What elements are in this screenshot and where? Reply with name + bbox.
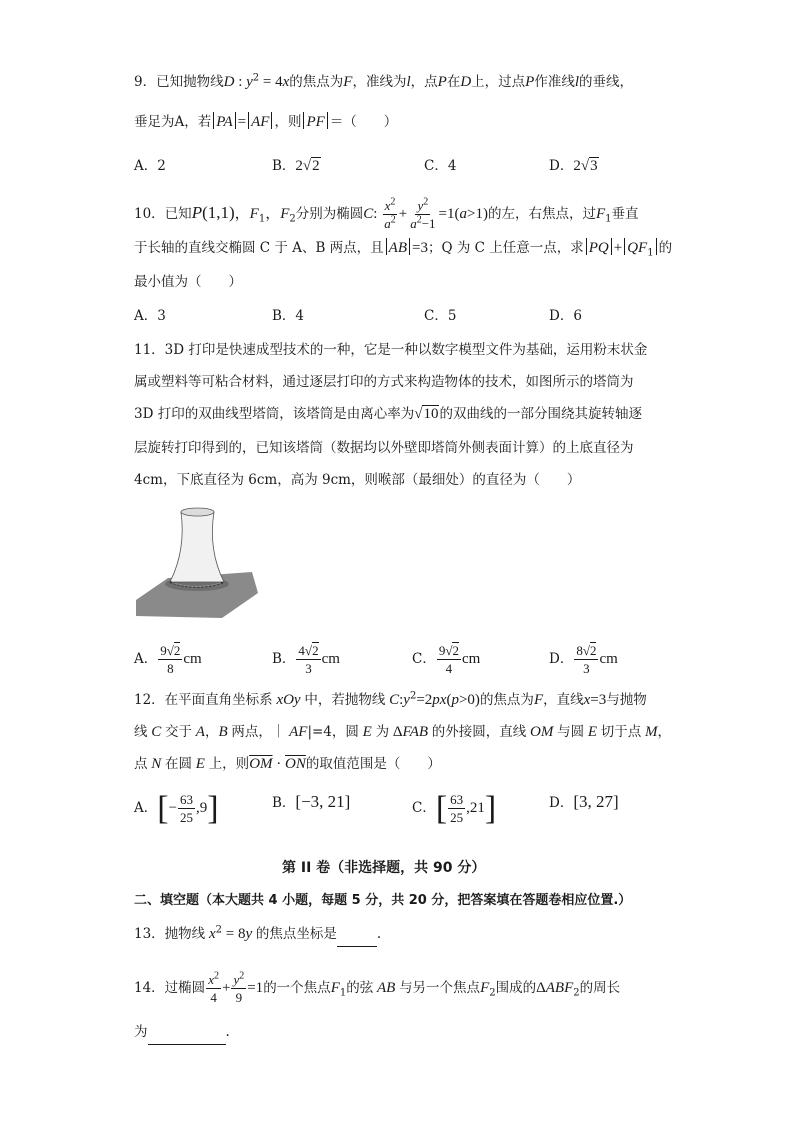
q9-option-a[interactable]: A．2 — [134, 158, 166, 174]
q10-option-d[interactable]: D．6 — [549, 308, 582, 324]
q9-option-d[interactable]: D．2√3 — [549, 158, 598, 174]
q11-option-c[interactable]: C． $\frac{9√2}{4}$ cm — [412, 643, 481, 676]
q12-line-2: 线 C 交于 A，B 两点，｜ AF|=4，圆 E 为 ΔFAB 的外接圆，直线 OM 与圆 E 切于点 M， — [134, 724, 672, 740]
q11-line-5: 4cm，下底直径为 6cm，高为 9cm，则喉部（最细处）的直径为（ ） — [134, 472, 581, 488]
q12-option-b[interactable]: B．[−3, 21] — [272, 792, 351, 811]
q11-line-4: 层旋转打印得到的，已知该塔筒（数据均以外壁即塔筒外侧表面计算）的上底直径为 — [134, 440, 634, 456]
q11-line-3: 3D 打印的双曲线型塔筒，该塔筒是由离心率为√10的双曲线的一部分围绕其旋转轴逐 — [134, 406, 642, 422]
q10-line-2: 于长轴的直线交椭圆 C 于 A、B 两点，且 AB =3；Q 为 C 上任意一点，求 PQ + $QF_1$ 的 — [134, 240, 673, 259]
q14-line-1: 14．过椭圆 $\frac{x^2}{4}$ + $\frac{y^2}{9}$ =1的一个焦点$F_1$的弦 AB 与另一个焦点$F_2$围成的$\Delta ABF_2$的周长 — [134, 970, 621, 1005]
q14-answer-blank[interactable] — [148, 1024, 226, 1045]
q11-option-b[interactable]: B． $\frac{4√2}{3}$ cm — [272, 643, 340, 676]
q10-option-a[interactable]: A．3 — [134, 308, 166, 324]
q10-line-3: 最小值为（ ） — [134, 274, 242, 290]
q9-option-c[interactable]: C．4 — [424, 158, 457, 174]
q10-option-c[interactable]: C．5 — [424, 308, 457, 324]
q9-line-2: 垂足为A，若 PA = AF ，则 PF ＝（ ） — [134, 114, 398, 130]
fill-in-heading: 二、填空题（本大题共 4 小题，每题 5 分，共 20 分，把答案填在答题卷相应位置.） — [134, 893, 632, 908]
q9-line-1: 9．已知抛物线D : $y^2 = 4x$的焦点为F，准线为l，点P在D上，过点P作准线l的垂线， — [134, 72, 633, 90]
q13-answer-blank[interactable] — [337, 926, 377, 947]
q12-line-1: 12．在平面直角坐标系 xOy 中，若抛物线 $C:y^2=2px(p>0)$的焦点为F，直线x=3与抛物 — [134, 690, 647, 708]
q10-line-1: 10．已知P(1,1)，$F_1$，$F_2$分别为椭圆C: $\frac{x^2}{a^2}$ + $\frac{y^2}{a^2-1}$ =1(a>1)的左，右焦点，过$F_1$垂直 — [134, 196, 639, 231]
q13-line: 13．抛物线 $x^2 = 8y$ 的焦点坐标是 . — [134, 924, 381, 947]
q12-option-c[interactable]: C．[ $\frac{63}{25}$ ,21] — [412, 790, 497, 827]
q12-option-a[interactable]: A．[− $\frac{63}{25}$ ,9] — [134, 790, 219, 827]
q12-option-d[interactable]: D．[3, 27] — [549, 792, 619, 811]
q11-line-2: 属或塑料等可粘合材料，通过逐层打印的方式来构造物体的技术，如图所示的塔筒为 — [134, 374, 634, 390]
q9-option-b[interactable]: B．2√2 — [272, 158, 320, 174]
q10-option-b[interactable]: B．4 — [272, 308, 305, 324]
q12-line-3: 点 N 在圆 E 上，则$\overline{OM} \cdot \overline{ON}$的取值范围是（ ） — [134, 756, 441, 772]
part-2-title: 第 II 卷（非选择题，共 90 分） — [282, 860, 486, 876]
q14-line-2: 为 . — [134, 1022, 230, 1045]
q11-line-1: 11．3D 打印是快速成型技术的一种，它是一种以数字模型文件为基础，运用粉末状金 — [134, 342, 648, 358]
q11-option-d[interactable]: D． $\frac{8√2}{3}$ cm — [549, 643, 618, 676]
tower-figure — [134, 500, 260, 620]
q11-option-a[interactable]: A． $\frac{9√2}{8}$ cm — [134, 643, 202, 676]
